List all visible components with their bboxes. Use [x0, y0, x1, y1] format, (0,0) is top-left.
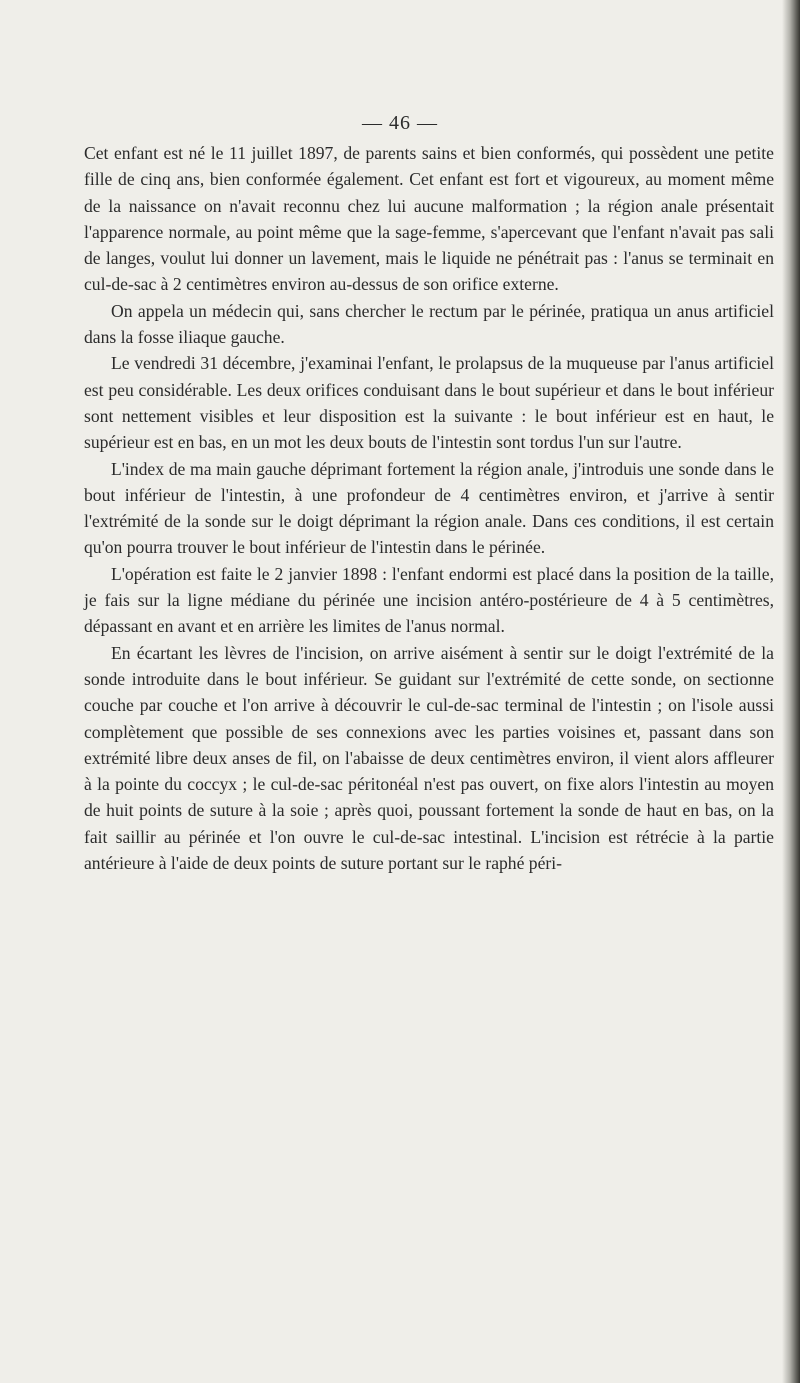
- paragraph-probe: L'index de ma main gauche déprimant fortement la région anale, j'introduis une sonde dans le bout inférieur de l'intestin, à une profondeur de 4 centimètres environ, et j'arrive à sentir l'extrémité de la sonde sur le doigt déprimant la région anale. Dans ces conditions, il est certain qu'on pourra trouver le bout inférieur de l'intestin dans le périnée.: [84, 458, 774, 558]
- page-number: — 46 —: [362, 112, 438, 134]
- paragraph-operation: L'opération est faite le 2 janvier 1898 : l'enfant endormi est placé dans la position de la taille, je fais sur la ligne médiane du périnée une incision antéro-postérieure de 4 à 5 centimètres, dépassant en avant et en arrière les limites de l'anus normal.: [84, 563, 774, 637]
- body-text: [84, 140, 774, 876]
- paragraph-examination: Le vendredi 31 décembre, j'examinai l'enfant, le prolapsus de la muqueuse par l'anus artificiel est peu considérable. Les deux orifices conduisant dans le bout supérieur et dans le bout inférieur sont nettement visibles et leur disposition est la suivante : le bout inférieur est en haut, le supérieur est en bas, en un mot les deux bouts de l'intestin sont tordus l'un sur l'autre.: [84, 353, 774, 453]
- paragraph-doctor: On appela un médecin qui, sans chercher le rectum par le périnée, pratiqua un anus artificiel dans la fosse iliaque gauche.: [84, 300, 774, 348]
- page-edge-shadow: [782, 0, 800, 1383]
- paragraph-procedure: En écartant les lèvres de l'incision, on arrive aisément à sentir sur le doigt l'extrémité de la sonde introduite dans le bout inférieur. Se guidant sur l'extrémité de cette sonde, on sectionne couche par couche et l'on arrive à découvrir le cul-de-sac terminal de l'intestin ; on l'isole aussi complètement que possible de ses connexions avec les parties voisines et, passant dans son extrémité libre deux anses de fil, on l'abaisse de deux centimètres environ, il vient alors affleurer à la pointe du coccyx ; le cul-de-sac péritonéal n'est pas ouvert, on fixe alors l'intestin au moyen de huit points de suture à la soie ; après quoi, poussant fortement la sonde de haut en bas, on la fait saillir au périnée et l'on ouvre le cul-de-sac intestinal. L'incision est rétrécie à la partie antérieure à l'aide de deux points de suture portant sur le raphé péri-: [84, 642, 774, 874]
- paragraph-birth: Cet enfant est né le 11 juillet 1897, de parents sains et bien conformés, qui possèdent une petite fille de cinq ans, bien conformée également. Cet enfant est fort et vigoureux, au moment même de la naissance on n'avait reconnu chez lui aucune malformation ; la région anale présentait l'apparence normale, au point même que la sage-femme, s'apercevant que l'enfant n'avait pas sali de langes, voulut lui donner un lavement, mais le liquide ne pénétrait pas : l'anus se terminait en cul-de-sac à 2 centimètres environ au-dessus de son orifice externe.: [84, 143, 774, 295]
